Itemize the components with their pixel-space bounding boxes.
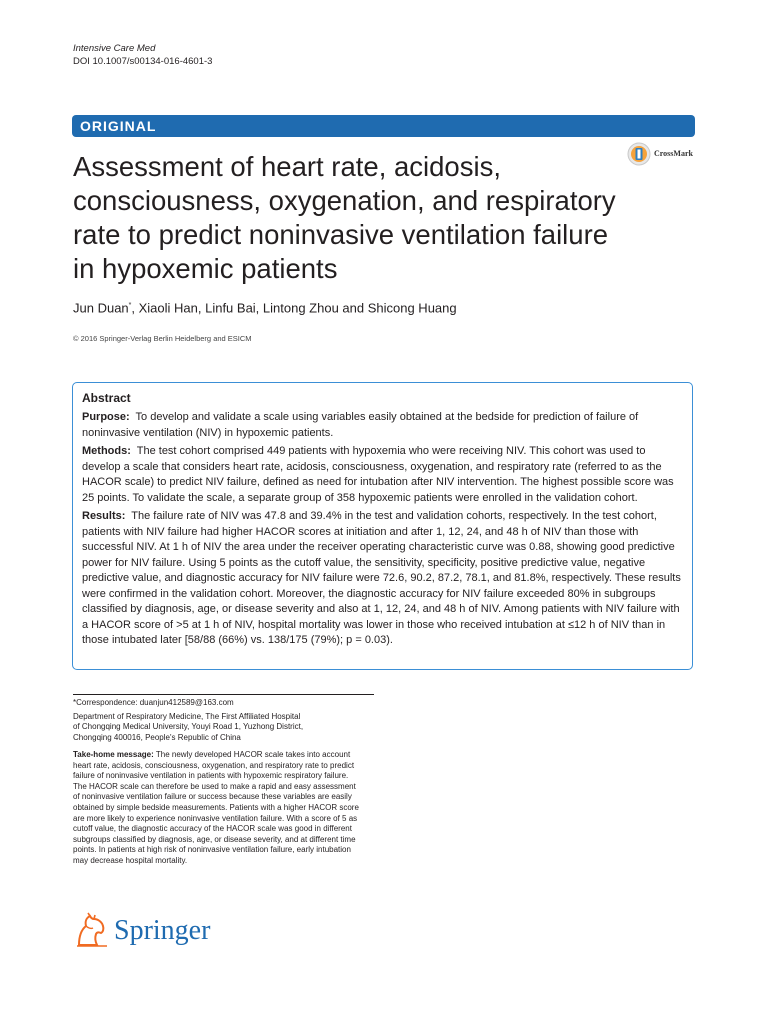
other-authors: , Xiaoli Han, Linfu Bai, Lintong Zhou and Shicong Huang bbox=[131, 300, 457, 316]
purpose-text: To develop and validate a scale using variables easily obtained at the bedside for prediction of failure of noninvasive ventilation (NIV) in hypoxemic patients. bbox=[82, 411, 639, 439]
doi: DOI 10.1007/s00134-016-4601-3 bbox=[73, 56, 213, 67]
crossmark-badge[interactable] bbox=[627, 142, 699, 168]
results-text: The failure rate of NIV was 47.8 and 39.4% in the test and validation cohorts, respectively. In the test cohort, patients with NIV failure had higher HACOR scores at initiation and after 1, 12, 24, and 48 h of NIV than those with successful NIV. At 1 h of NIV the area under the receiver operating characteristic curve was 0.88, showing good predictive power for NIV failure. Using 5 points as the cutoff value, the sensitivity, specificity, positive predictive value, negative predictive value, and diagnostic accuracy for NIV failure were 72.6, 90.2, 87.2, 78.1, and 81.8%, respectively. These results were confirmed in the validation cohort. Moreover, the diagnostic accuracy for NIV failure exceeded 80% in subgroups classified by diagnosis, age, or disease severity and also at 1, 12, 24, and 48 h of NIV. Among patients with NIV failure with a HACOR score of >5 at 1 h of NIV, hospital mortality was lower in those who received intubation at ≤12 h of NIV than in those intubated later [58/88 (66%) vs. 138/175 (79%); p = 0.03). bbox=[82, 510, 681, 646]
abstract-purpose bbox=[82, 410, 682, 441]
article-type-banner bbox=[72, 115, 695, 137]
corresponding-mark: * bbox=[128, 302, 132, 309]
methods-text: The test cohort comprised 449 patients with hypoxemia who were receiving NIV. This cohort was used to develop a scale that considers heart rate, acidosis, consciousness, oxygenation, and respiratory rate (referred to as the HACOR scale) to predict NIV failure, defined as need for intubation after NIV intervention. The highest possible score was 25 points. To validate the scale, a separate group of 358 hypoxemic patients were enrolled in the validation cohort. bbox=[82, 445, 674, 504]
affiliation-line-3: Chongqing 400016, People's Republic of China bbox=[73, 732, 241, 742]
author-list bbox=[73, 298, 457, 316]
correspondence-email[interactable]: *Correspondence: duanjun412589@163.com bbox=[73, 698, 234, 707]
abstract-box bbox=[72, 382, 693, 670]
article-type-label: ORIGINAL bbox=[80, 118, 157, 134]
first-author[interactable]: Jun Duan bbox=[73, 300, 129, 316]
copyright-line: © 2016 Springer-Verlag Berlin Heidelberg and ESICM bbox=[73, 334, 252, 343]
abstract-results bbox=[82, 509, 682, 649]
journal-name: Intensive Care Med bbox=[73, 43, 156, 54]
springer-logo-text: Springer bbox=[114, 915, 211, 946]
crossmark-label: CrossMark bbox=[654, 149, 693, 158]
article-title: Assessment of heart rate, acidosis, consciousness, oxygenation, and respiratory rate to predict noninvasive ventilation failure in hypoxemic patients bbox=[73, 151, 616, 284]
take-home-label: Take-home message: bbox=[73, 750, 154, 759]
correspondence-footnote bbox=[73, 698, 383, 743]
springer-horse-icon bbox=[73, 912, 113, 948]
abstract-methods bbox=[82, 444, 682, 506]
affiliation-line-2: of Chongqing Medical University, Youyi Road 1, Yuzhong District, bbox=[73, 722, 304, 731]
methods-label: Methods: bbox=[82, 445, 131, 457]
footnote-divider bbox=[73, 694, 374, 695]
results-label: Results: bbox=[82, 510, 126, 522]
take-home-message bbox=[73, 750, 359, 867]
take-home-text: The newly developed HACOR scale takes into account heart rate, acidosis, consciousness, oxygenation, and respiratory rate to predict failure of noninvasive ventilation in patients with hypoxemic respiratory failure. The HACOR scale can therefore be used to make a rapid and easy assessment of noninvasive ventilation failure or success because these variables are easily obtained by simple bedside measurements. Patients with a higher HACOR score are more likely to experience noninvasive ventilation failure. With a score of 5 as cutoff value, the diagnostic accuracy of the HACOR scale was good in different subgroups classified by diagnosis, age, or disease severity, and at different time points. In patients at high risk of noninvasive ventilation failure, early intubation may decrease hospital mortality. bbox=[73, 750, 359, 865]
affiliation-line-1: Department of Respiratory Medicine, The First Affiliated Hospital bbox=[73, 711, 301, 721]
purpose-label: Purpose: bbox=[82, 411, 130, 423]
abstract-heading: Abstract bbox=[82, 391, 131, 405]
